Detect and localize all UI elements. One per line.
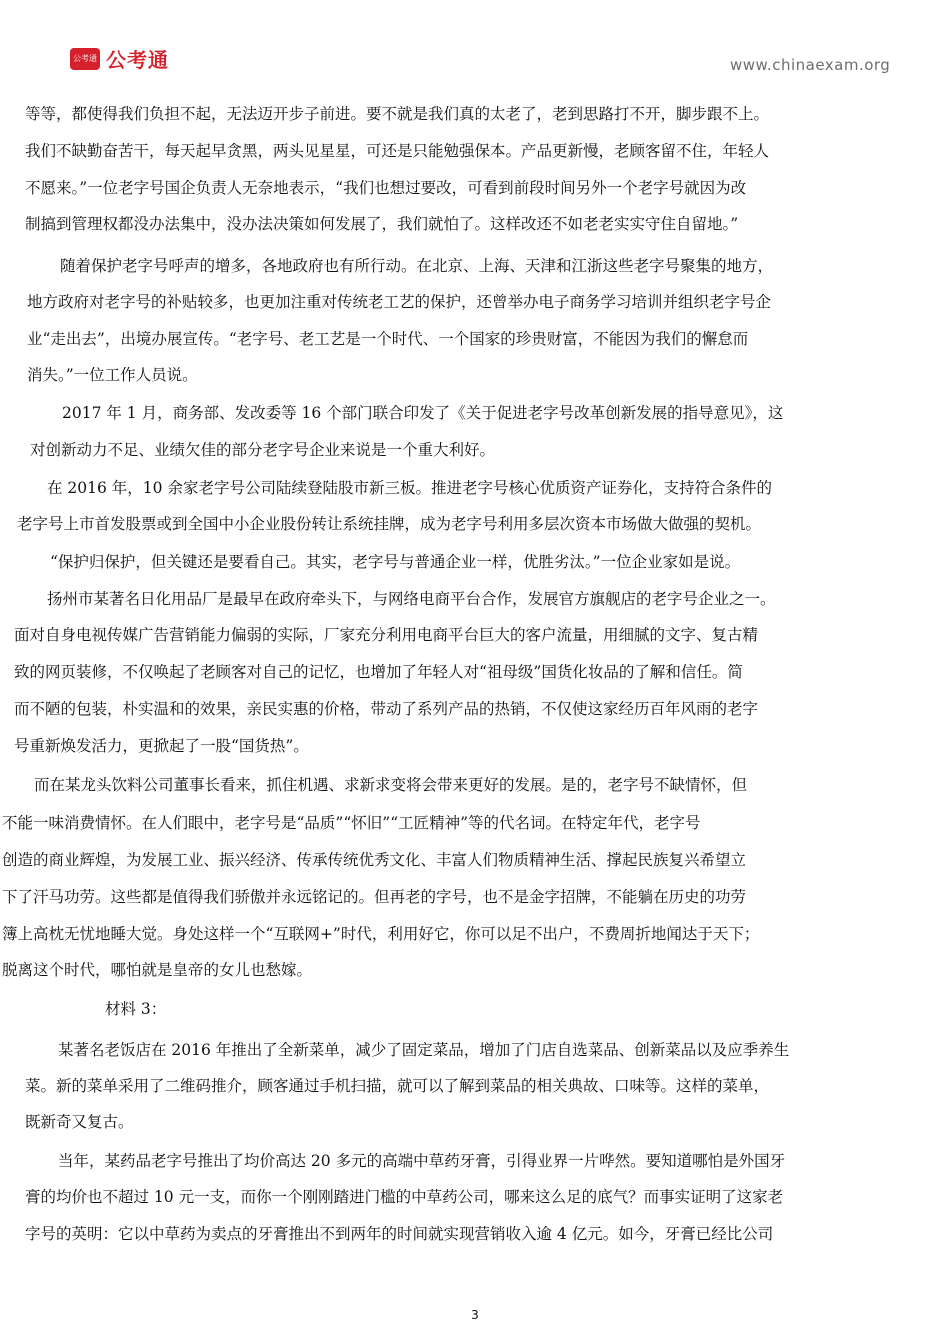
text-line: 下了汗马功劳。这些都是值得我们骄傲并永远铭记的。但再老的字号，也不是金字招牌，不能躺在历史的功劳 xyxy=(2,888,747,906)
logo xyxy=(70,44,169,73)
text-line: 业“走出去”，出境办展宣传。“老字号、老工艺是一个时代、一个国家的珍贵财富，不能因为我们的懈怠而 xyxy=(27,330,749,348)
text-line: 2017 年 1 月，商务部、发改委等 16 个部门联合印发了《关于促进老字号改革创新发展的指导意见》，这 xyxy=(62,404,784,422)
logo-mark: 公考通 xyxy=(70,48,100,70)
text-line: 不愿来。”一位老字号国企负责人无奈地表示，“我们也想过要改，可看到前段时间另外一个老字号就因为改 xyxy=(25,179,747,197)
text-line: 面对自身电视传媒广告营销能力偏弱的实际，厂家充分利用电商平台巨大的客户流量，用细腻的文字、复古精 xyxy=(14,626,759,644)
text-line: 在 2016 年，10 余家老字号公司陆续登陆股市新三板。推进老字号核心优质资产证券化，支持符合条件的 xyxy=(47,479,772,497)
text-line: 而在某龙头饮料公司董事长看来，抓住机遇、求新求变将会带来更好的发展。是的，老字号不缺情怀，但 xyxy=(34,776,748,794)
text-line: 字号的英明：它以中草药为卖点的牙膏推出不到两年的时间就实现营销收入逾 4 亿元。如今，牙膏已经比公司 xyxy=(25,1225,774,1243)
text-line: 簿上高枕无忧地睡大觉。身处这样一个“互联网+”时代，利用好它，你可以足不出户，不费周折地闻达于天下； xyxy=(2,925,760,943)
text-line: 号重新焕发活力，更掀起了一股“国货热”。 xyxy=(14,737,309,755)
section-heading: 材料 3： xyxy=(105,1000,167,1018)
text-line: 对创新动力不足、业绩欠佳的部分老字号企业来说是一个重大利好。 xyxy=(30,441,496,459)
text-line: 制搞到管理权都没办法集中，没办法决策如何发展了，我们就怕了。这样改还不如老老实实守住自留地。” xyxy=(25,215,739,233)
text-line: 消失。”一位工作人员说。 xyxy=(27,366,198,384)
text-line: 等等，都使得我们负担不起，无法迈开步子前进。要不就是我们真的太老了，老到思路打不开，脚步跟不上。 xyxy=(25,105,770,123)
text-line: 当年，某药品老字号推出了均价高达 20 多元的高端中草药牙膏，引得业界一片哗然。要知道哪怕是外国牙 xyxy=(58,1152,786,1170)
text-line: 致的网页装修，不仅唤起了老顾客对自己的记忆，也增加了年轻人对“祖母级”国货化妆品的了解和信任。简 xyxy=(14,663,743,681)
text-line: 创造的商业辉煌，为发展工业、振兴经济、传承传统优秀文化、丰富人们物质精神生活、撑起民族复兴希望立 xyxy=(2,851,747,869)
text-line: 扬州市某著名日化用品厂是最早在政府牵头下，与网络电商平台合作，发展官方旗舰店的老字号企业之一。 xyxy=(47,590,776,608)
text-line: 我们不缺勤奋苦干，每天起早贪黑，两头见星星，可还是只能勉强保本。产品更新慢，老顾客留不住，年轻人 xyxy=(25,142,770,160)
text-line: 某著名老饭店在 2016 年推出了全新菜单，减少了固定菜品，增加了门店自选菜品、创新菜品以及应季养生 xyxy=(58,1041,790,1059)
text-line: 脱离这个时代，哪怕就是皇帝的女儿也愁嫁。 xyxy=(2,961,313,979)
page-number: 3 xyxy=(471,1308,479,1322)
logo-text: 公考通 xyxy=(106,48,169,72)
text-line: 而不陋的包装，朴实温和的效果，亲民实惠的价格，带动了系列产品的热销，不仅使这家经历百年风雨的老字 xyxy=(14,700,759,718)
text-line: 随着保护老字号呼声的增多，各地政府也有所行动。在北京、上海、天津和江浙这些老字号聚集的地方， xyxy=(60,257,774,275)
text-line: 老字号上市首发股票或到全国中小企业股份转让系统挂牌，成为老字号利用多层次资本市场做大做强的契机。 xyxy=(17,515,762,533)
text-line: 不能一味消费情怀。在人们眼中，老字号是“品质”“怀旧”“工匠精神”等的代名词。在特定年代，老字号 xyxy=(2,814,701,832)
site-url: www.chinaexam.org xyxy=(730,56,891,74)
text-line: 地方政府对老字号的补贴较多，也更加注重对传统老工艺的保护，还曾举办电子商务学习培训并组织老字号企 xyxy=(27,293,772,311)
text-line: 既新奇又复古。 xyxy=(25,1113,134,1131)
text-line: 菜。新的菜单采用了二维码推介，顾客通过手机扫描，就可以了解到菜品的相关典故、口味等。这样的菜单， xyxy=(25,1077,770,1095)
text-line: “保护归保护，但关键还是要看自己。其实，老字号与普通企业一样，优胜劣汰。”一位企业家如是说。 xyxy=(50,553,741,571)
text-line: 膏的均价也不超过 10 元一支，而你一个刚刚踏进门槛的中草药公司，哪来这么足的底气？而事实证明了这家老 xyxy=(25,1188,784,1206)
